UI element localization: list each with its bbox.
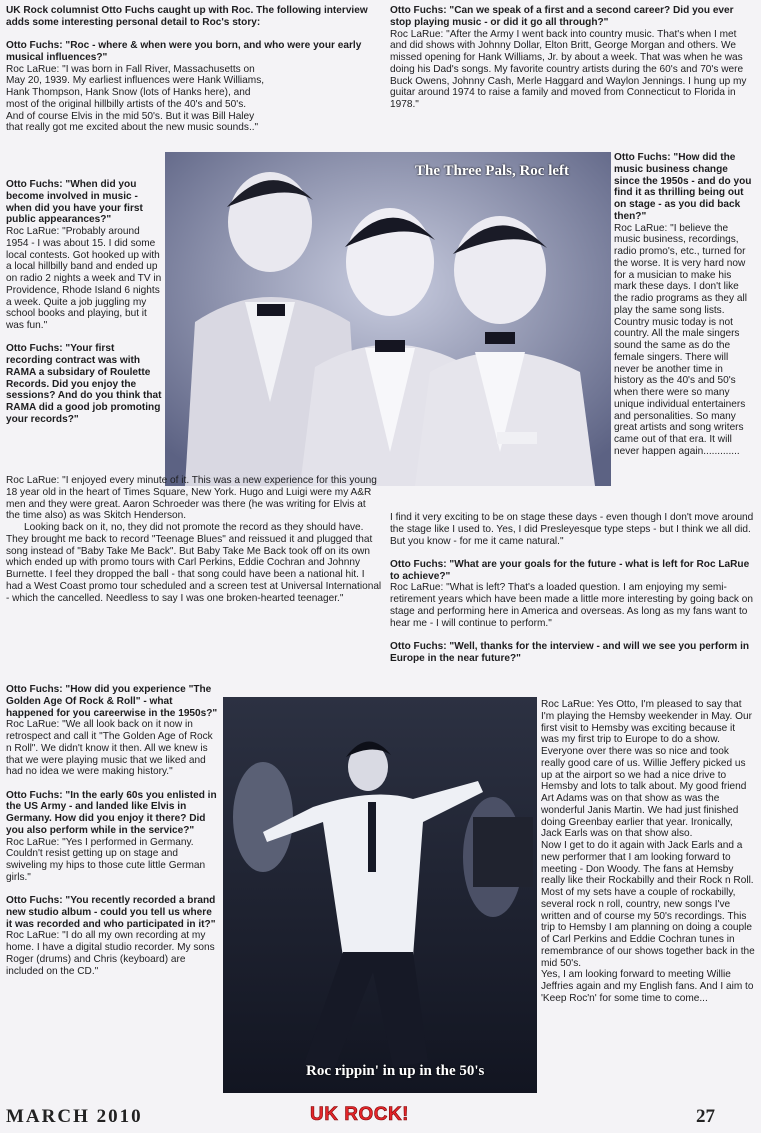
question: Otto Fuchs: "You recently recorded a brand new studio album - could you tell us where it was recorded and who participated in it?" xyxy=(6,895,216,930)
question: Otto Fuchs: "How did you experience "The Golden Age Of Rock & Roll" - what happened for you careerwise in the 1950s?" xyxy=(6,684,218,719)
answer: Roc LaRue: "I believe the music business, recordings, radio promo's, etc., turned for the worse. It is very hard now for a musician to make his mark these days. I don't like the radio programs as they all play the same song lists. Country music today is not country. All the male singers sound the same as do the female singers. There will never be another time in history as the 40's and 50's when there were so many unique individual entertainers and personalities. So many great artists and song writers came out of that era. It will never happen again............. xyxy=(614,222,747,457)
answer: Roc LaRue: "I was born in Fall River, Massachusetts on May 20, 1939. My earliest influences were Hank Williams, Hank Thompson, Hank Snow (lots of Hanks here), and most of the original hillbilly artists of the 40's and 50's. And of course Elvis in the mid 50's. But it was Bill Haley that really got me excited about the new music sounds.." xyxy=(6,63,265,134)
question: Otto Fuchs: "When did you become involved in music - when did you have your first public appearances?" xyxy=(6,179,143,226)
answer: Roc LaRue: "What is left? That's a loaded question. I am enjoying my semi-retirement years which have been made a little more interesting by going back on stage and performing here in America and overseas. As long as my fans want to hear me - I will continue to perform." xyxy=(390,582,754,629)
qa-music-business xyxy=(614,152,754,458)
qa-careers xyxy=(390,5,756,111)
photo-caption: The Three Pals, Roc left xyxy=(415,163,570,179)
photo-caption: Roc rippin' in up in the 50's xyxy=(306,1063,485,1079)
intro-text: UK Rock columnist Otto Fuchs caught up with Roc. The following interview adds some interesting personal detail to Roc's story: xyxy=(6,5,368,28)
qa-golden-age xyxy=(6,684,220,778)
qa-born xyxy=(6,40,381,134)
qa-goals xyxy=(390,559,756,630)
qa-europe-question xyxy=(390,641,756,665)
right-column-music-business xyxy=(614,152,754,458)
question: Otto Fuchs: "How did the music business change since the 1950s - and do you find it as thrilling being out on stage - as you did back then?" xyxy=(614,152,752,222)
question: Otto Fuchs: "Can we speak of a first and a second career? Did you ever stop playing music - or did it go all through?" xyxy=(390,5,734,28)
qa-army xyxy=(6,790,220,884)
answer: Roc LaRue: Yes Otto, I'm pleased to say that I'm playing the Hemsby weekender in May. Our first visit to Hemsby was exciting because it was my first trip to Europe to do a show. Everyone over there was so nice and took really good care of us. Willie Jeffery picked us up at the airport so we had a nice drive to Hemsby and lots to talk about. My good friend Art Adams was on that show as was the wonderful Janis Martin. We had just finished doing Greenbay earlier that year. Ironically, Jack Earls was on that show also. xyxy=(541,699,752,840)
right-column-lower xyxy=(390,512,756,664)
answer: Roc LaRue: "After the Army I went back into country music. That's when I met and did shows with Johnny Dollar, Elton Britt, George Morgan and others. We missed opening for Hank Williams, Jr. by about a week. That was when he was doing his Dad's songs. My favorite country artists during the 60's and 70's were Buck Owens, Johnny Cash, Merle Haggard and Waylon Jennings. I hung up my guitar around 1974 to raise a family and moved from Connecticut to Florida in 1978." xyxy=(390,28,747,110)
qa-rama-question xyxy=(6,343,162,425)
question: Otto Fuchs: "What are your goals for the future - what is left for Roc LaRue to achieve?" xyxy=(390,558,750,582)
answer-continued: Now I get to do it again with Jack Earls and a new performer that I am looking forward to meeting - Don Woody. The fans at Hemsby really like their Rockabilly and their Rock n Roll. Most of my sets have a couple of rockabilly, several rock n roll, country, new songs I've written and of course my 50's recordings. This trip to Hemsby I am planning on doing a couple of Carl Perkins and Eddie Cochran tunes in remembrance of our shows together back in the mid 50's. xyxy=(541,840,755,969)
intro-block xyxy=(6,5,381,134)
question: Otto Fuchs: "Roc - where & when were you born, and who were your early musical influences?" xyxy=(6,40,362,63)
left-column-upper xyxy=(6,179,162,426)
roc-rippin-photo xyxy=(223,697,537,1093)
answer-continued: I find it very exciting to be on stage these days - even though I don't move around the stage like I used to. Yes, I did Presleyesque type steps - but I think we all did. But you know - for me it came natural." xyxy=(390,512,754,547)
answer: Roc LaRue: "Probably around 1954 - I was about 15. I did some local contests. Got hooked up with a local hillbilly band and ended up on radio 2 nights a week and TV in Providence, Rhode Island 6 nights a week. Quite a job juggling my school books and playing, but it was fun." xyxy=(6,226,162,331)
left-column-lower xyxy=(6,684,220,977)
answer: Roc LaRue: "We all look back on it now in retrospect and call it "The Golden Age of Rock n Roll". We didn't know it then. All we knew is that we were playing music that we liked and had no idea we were making history." xyxy=(6,719,213,778)
question: Otto Fuchs: "Well, thanks for the interview - and will we see you perform in Europe in the near future?" xyxy=(390,640,750,664)
issue-date: MARCH 2010 xyxy=(6,1106,143,1127)
qa-first-appearances xyxy=(6,179,162,332)
answer-continued: Looking back on it, no, they did not promote the record as they should have. They brought me back to record "Teenage Blues" and reissued it and plugged that song instead of "Baby Take Me Back". But Baby Take Me Back took off on its own which ended up with promo tours with Carl Perkins, Eddie Cochran and Johnny Burnette. I feel they dropped the ball - that song could have been a national hit. I had a West Coast promo tour scheduled and a screen test at Universal International - which the cancelled. Needless to say I was one broken-hearted teenager." xyxy=(6,522,382,604)
question: Otto Fuchs: "Your first recording contract was with RAMA a subsidary of Roulette Records. Did you enjoy the sessions? And do you think that RAMA did a good job promoting your records?" xyxy=(6,343,162,425)
answer: Roc LaRue: "Yes I performed in Germany. Couldn't resist getting up on stage and swiveling my hips to those cute little German girls." xyxy=(6,836,206,883)
page-number: 27 xyxy=(696,1106,715,1127)
qa-studio-album xyxy=(6,895,220,977)
magazine-logo: UK ROCK! xyxy=(310,1104,409,1125)
answer: Roc LaRue: "I enjoyed every minute of it. This was a new experience for this young 18 year old in the heart of Times Square, New York. Hugo and Luigi were my A&R men and they were great. Aaron Schroeder was there (he was writing for Elvis at the time also) as was Skitch Henderson. xyxy=(6,475,377,522)
answer-continued: Yes, I am looking forward to meeting Willie Jeffries again and my English fans. And I aim to 'Keep Roc'n' for some time to come... xyxy=(541,969,754,1004)
three-pals-photo xyxy=(165,152,611,486)
question: Otto Fuchs: "In the early 60s you enlisted in the US Army - and landed like Elvis in Germany. How did you enjoy it there? Did you also perform while in the service?" xyxy=(6,789,217,836)
europe-answer-block xyxy=(541,699,755,1005)
right-column-top xyxy=(390,5,756,111)
answer: Roc LaRue: "I do all my own recording at my home. I have a digital studio recorder. My sons Roger (drums) and Chris (keyboard) are included on the CD." xyxy=(6,930,215,977)
rama-answer-block xyxy=(6,475,382,604)
